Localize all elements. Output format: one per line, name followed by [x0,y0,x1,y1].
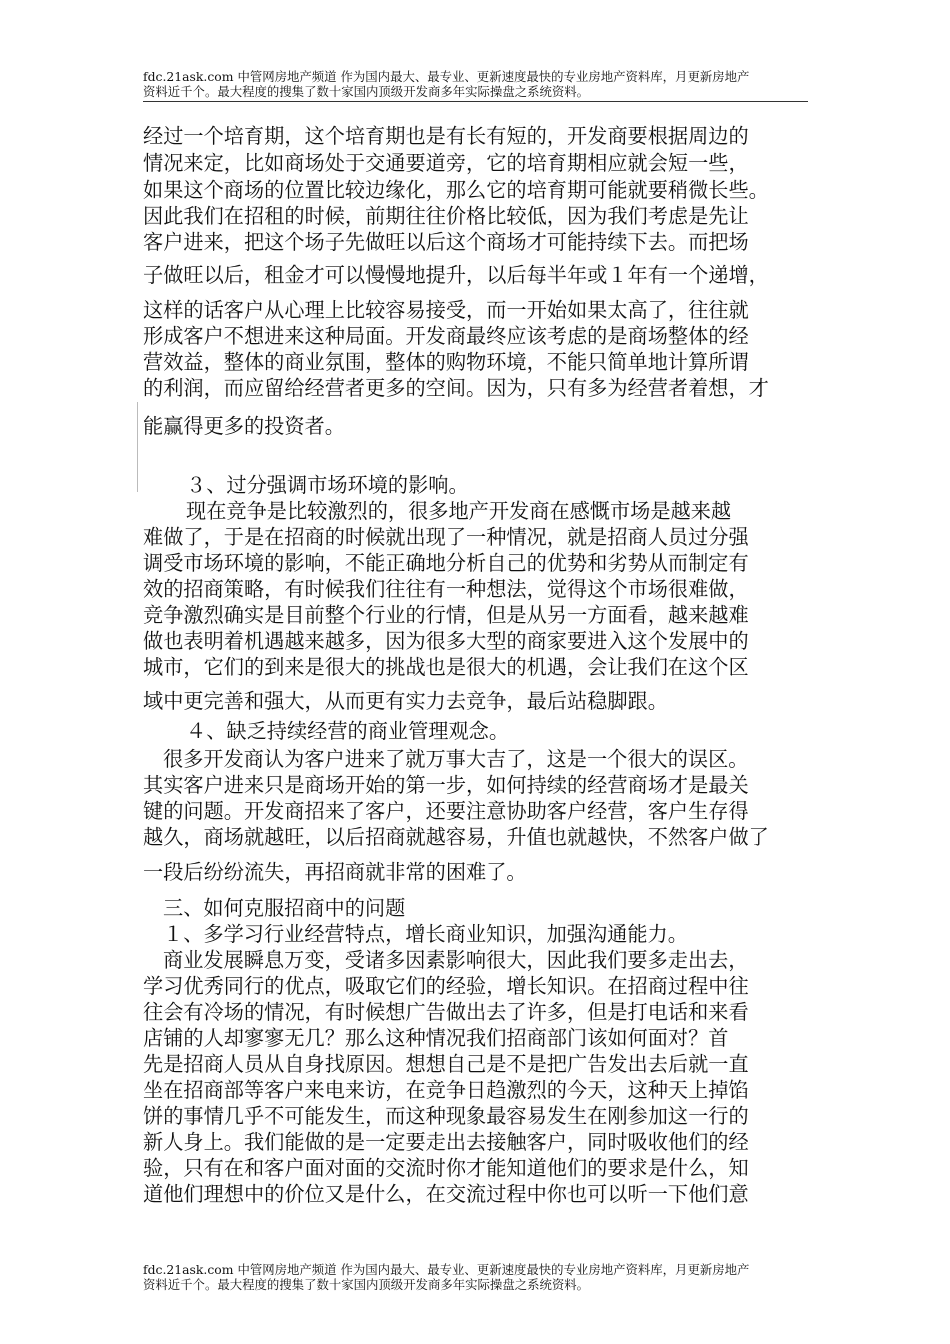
text-line: 道他们理想中的价位又是什么，在交流过程中你也可以听一下他们意 [143,1182,749,1206]
text-line: 的利润，而应留给经营者更多的空间。因为，只有多为经营者着想，才 [143,376,769,400]
text-line: 情况来定，比如商场处于交通要道旁，它的培育期相应就会短一些， [143,151,749,175]
subsection-heading-1: １、多学习行业经营特点，增长商业知识，加强沟通能力。 [163,922,688,946]
text-line: 经过一个培育期，这个培育期也是有长有短的，开发商要根据周边的 [143,124,749,148]
text-line: 饼的事情几乎不可能发生，而这种现象最容易发生在刚参加这一行的 [143,1104,749,1128]
text-line: 调受市场环境的影响，不能正确地分析自己的优势和劣势从而制定有 [143,551,749,575]
header-line-2: 资料近千个。最大程度的搜集了数十家国内顶级开发商多年实际操盘之系统资料。 [143,84,590,99]
margin-marker [137,402,138,492]
text-line: 子做旺以后，租金才可以慢慢地提升，以后每半年或１年有一个递增， [143,263,769,287]
text-line: 难做了，于是在招商的时候就出现了一种情况，就是招商人员过分强 [143,525,749,549]
footer-line-1: fdc.21ask.com 中管网房地产频道 作为国内最大、最专业、更新速度最快的专业房地产资料库，月更新房地产 [143,1262,750,1277]
text-line: 很多开发商认为客户进来了就万事大吉了，这是一个很大的误区。 [163,747,749,771]
text-line: 验，只有在和客户面对面的交流时你才能知道他们的要求是什么，知 [143,1156,749,1180]
text-line: 因此我们在招租的时候，前期往往价格比较低，因为我们考虑是先让 [143,204,749,228]
text-line: 先是招商人员从自身找原因。想想自己是不是把广告发出去后就一直 [143,1052,749,1076]
text-line: 往会有冷场的情况，有时候想广告做出去了许多，但是打电话和来看 [143,1000,749,1024]
text-line: 形成客户不想进来这种局面。开发商最终应该考虑的是商场整体的经 [143,324,749,348]
text-line: 一段后纷纷流失，再招商就非常的困难了。 [143,860,527,884]
text-line: 其实客户进来只是商场开始的第一步，如何持续的经营商场才是最关 [143,773,749,797]
text-line: 如果这个商场的位置比较边缘化，那么它的培育期可能就要稍微长些。 [143,178,769,202]
section-heading-three: 三、如何克服招商中的问题 [163,896,406,920]
text-line: 这样的话客户从心理上比较容易接受，而一开始如果太高了，往往就 [143,298,749,322]
footer-line-2: 资料近千个。最大程度的搜集了数十家国内顶级开发商多年实际操盘之系统资料。 [143,1277,590,1292]
text-line: 城市，它们的到来是很大的挑战也是很大的机遇，会让我们在这个区 [143,655,749,679]
text-line: 店铺的人却寥寥无几？那么这种情况我们招商部门该如何面对？首 [143,1026,729,1050]
text-line: 坐在招商部等客户来电来访，在竞争日趋激烈的今天，这种天上掉馅 [143,1078,749,1102]
page-header [143,69,808,102]
text-line: 键的问题。开发商招来了客户，还要注意协助客户经营，客户生存得 [143,799,749,823]
text-line: 越久，商场就越旺，以后招商就越容易，升值也就越快，不然客户做了 [143,825,769,849]
text-line: 客户进来，把这个场子先做旺以后这个商场才可能持续下去。而把场 [143,230,749,254]
text-line: 营效益，整体的商业氛围，整体的购物环境，不能只简单地计算所谓 [143,350,749,374]
text-line: 做也表明着机遇越来越多，因为很多大型的商家要进入这个发展中的 [143,629,749,653]
text-line: 商业发展瞬息万变，受诸多因素影响很大，因此我们要多走出去， [163,948,749,972]
text-line: 现在竞争是比较激烈的，很多地产开发商在感慨市场是越来越 [186,499,732,523]
text-line: 学习优秀同行的优点，吸取它们的经验，增长知识。在招商过程中往 [143,974,749,998]
text-line: 新人身上。我们能做的是一定要走出去接触客户，同时吸收他们的经 [143,1130,749,1154]
text-line: 效的招商策略，有时候我们往往有一种想法，觉得这个市场很难做， [143,577,749,601]
page-footer [143,1262,808,1292]
text-line: 域中更完善和强大，从而更有实力去竞争，最后站稳脚跟。 [143,689,668,713]
section-heading-3: ３、过分强调市场环境的影响。 [186,473,469,497]
header-line-1: fdc.21ask.com 中管网房地产频道 作为国内最大、最专业、更新速度最快的专业房地产资料库，月更新房地产 [143,69,750,84]
text-line: 竞争激烈确实是目前整个行业的行情，但是从另一方面看，越来越难 [143,603,749,627]
text-line: 能赢得更多的投资者。 [143,414,345,438]
section-heading-4: ４、缺乏持续经营的商业管理观念。 [186,719,510,743]
